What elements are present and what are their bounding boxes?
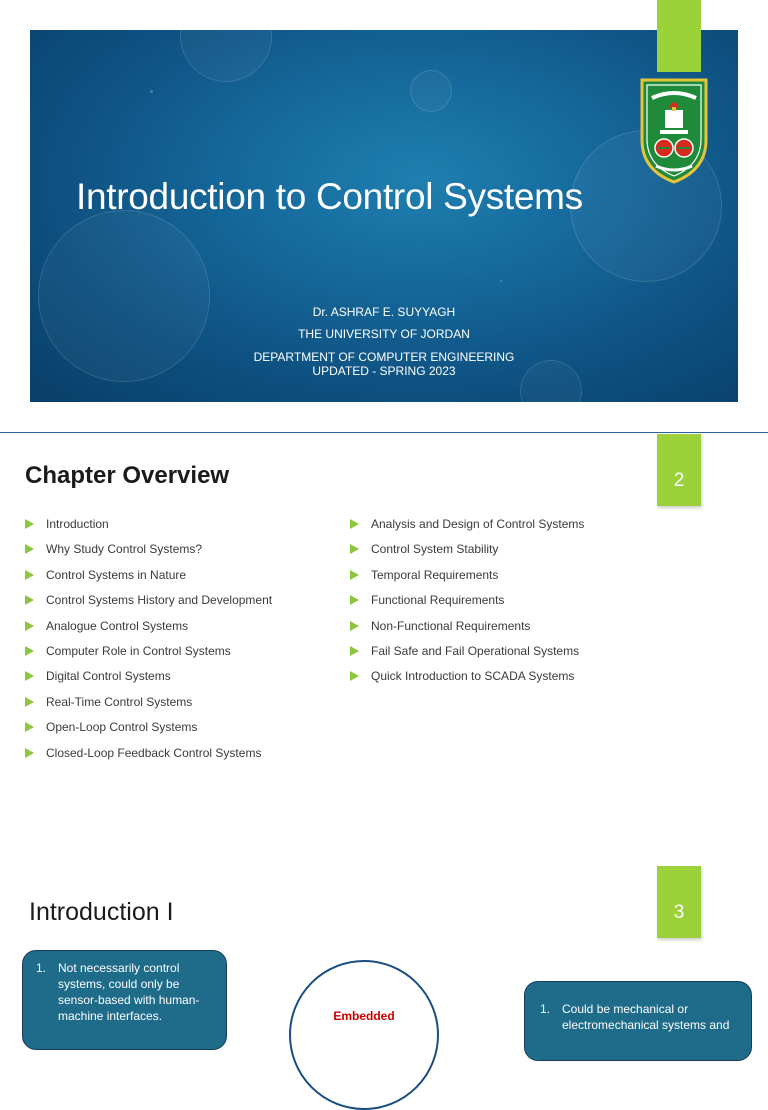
overview-item-label: Fail Safe and Fail Operational Systems	[371, 643, 580, 658]
overview-item	[25, 643, 272, 668]
overview-item-label: Open-Loop Control Systems	[46, 720, 198, 735]
overview-item	[25, 567, 272, 592]
overview-list-left	[25, 516, 272, 770]
decor-sparkle	[150, 90, 153, 93]
overview-item-label: Temporal Requirements	[371, 567, 499, 582]
overview-item-label: Digital Control Systems	[46, 669, 171, 684]
overview-item-label: Control Systems in Nature	[46, 567, 187, 582]
overview-list-right	[350, 516, 584, 694]
introduction-title: Introduction I	[29, 898, 174, 926]
overview-item	[25, 694, 272, 719]
overview-item-label: Control Systems History and Development	[46, 593, 273, 608]
overview-item-label: Real-Time Control Systems	[46, 694, 193, 709]
slide-number-badge: 2	[657, 434, 701, 506]
overview-item	[350, 592, 584, 617]
decor-sparkle	[500, 280, 502, 282]
slide-title: Introduction to Control Systems	[76, 176, 583, 217]
callout-line: sensor-based with human-	[58, 993, 200, 1007]
bullet-arrow-icon	[25, 748, 34, 758]
overview-item	[25, 719, 272, 744]
callout-line: machine interfaces.	[58, 1009, 163, 1023]
bullet-arrow-icon	[25, 621, 34, 631]
department-name: DEPARTMENT OF COMPUTER ENGINEERING	[253, 350, 515, 364]
callout-number: 1.	[540, 1002, 551, 1016]
overview-item-label: Analogue Control Systems	[46, 618, 189, 633]
overview-item-label: Computer Role in Control Systems	[46, 643, 231, 658]
callout-line: electromechanical systems and	[562, 1018, 730, 1032]
overview-item-label: Introduction	[46, 517, 109, 531]
bullet-arrow-icon	[25, 570, 34, 580]
overview-item	[350, 643, 584, 668]
overview-item-label: Closed-Loop Feedback Control Systems	[46, 745, 262, 760]
callout-item	[540, 1001, 743, 1033]
overview-item	[25, 618, 272, 643]
bullet-arrow-icon	[25, 722, 34, 732]
bullet-arrow-icon	[350, 646, 359, 656]
overview-item	[25, 668, 272, 693]
overview-item	[25, 541, 272, 566]
bullet-arrow-icon	[350, 544, 359, 554]
callout-line: systems, could only be	[58, 977, 180, 991]
author-name: Dr. ASHRAF E. SUYYAGH	[312, 305, 456, 319]
overview-item	[25, 592, 272, 617]
overview-item	[350, 618, 584, 643]
callout-number: 1.	[36, 961, 47, 975]
decor-bubble	[410, 70, 452, 112]
overview-item-label: Why Study Control Systems?	[46, 542, 203, 557]
bullet-arrow-icon	[350, 519, 359, 529]
bullet-arrow-icon	[25, 671, 34, 681]
right-callout-box	[524, 981, 752, 1061]
decor-bubble	[38, 210, 210, 382]
overview-item	[350, 668, 584, 693]
bullet-arrow-icon	[25, 646, 34, 656]
bullet-arrow-icon	[350, 671, 359, 681]
update-date: UPDATED - SPRING 2023	[312, 364, 456, 378]
callout-line: Could be mechanical or	[562, 1002, 689, 1016]
slide-number-badge: 3	[657, 866, 701, 938]
overview-item	[350, 567, 584, 592]
overview-item-label: Quick Introduction to SCADA Systems	[371, 669, 575, 684]
chapter-overview-title: Chapter Overview	[25, 462, 230, 489]
university-crest-logo	[636, 74, 712, 186]
accent-tab	[657, 0, 701, 72]
university-name: THE UNIVERSITY OF JORDAN	[298, 327, 470, 341]
overview-item	[25, 745, 272, 770]
bullet-arrow-icon	[350, 570, 359, 580]
left-callout-box	[22, 950, 227, 1050]
overview-item-label: Analysis and Design of Control Systems	[371, 517, 585, 531]
overview-item-label: Functional Requirements	[371, 593, 505, 608]
bullet-arrow-icon	[350, 595, 359, 605]
overview-item-label: Non-Functional Requirements	[371, 618, 531, 633]
callout-line: Not necessarily control	[58, 961, 180, 975]
embedded-circle	[289, 960, 439, 1110]
bullet-arrow-icon	[25, 519, 34, 529]
overview-item	[350, 516, 584, 541]
bullet-arrow-icon	[25, 697, 34, 707]
title-slide	[30, 30, 738, 402]
embedded-label: Embedded	[333, 1009, 395, 1023]
callout-item	[36, 960, 218, 1024]
overview-item	[350, 541, 584, 566]
bullet-arrow-icon	[25, 595, 34, 605]
bullet-arrow-icon	[25, 544, 34, 554]
overview-item-label: Control System Stability	[371, 542, 499, 557]
overview-item	[25, 516, 272, 541]
bullet-arrow-icon	[350, 621, 359, 631]
slide-divider	[0, 432, 768, 433]
decor-bubble	[180, 0, 272, 82]
